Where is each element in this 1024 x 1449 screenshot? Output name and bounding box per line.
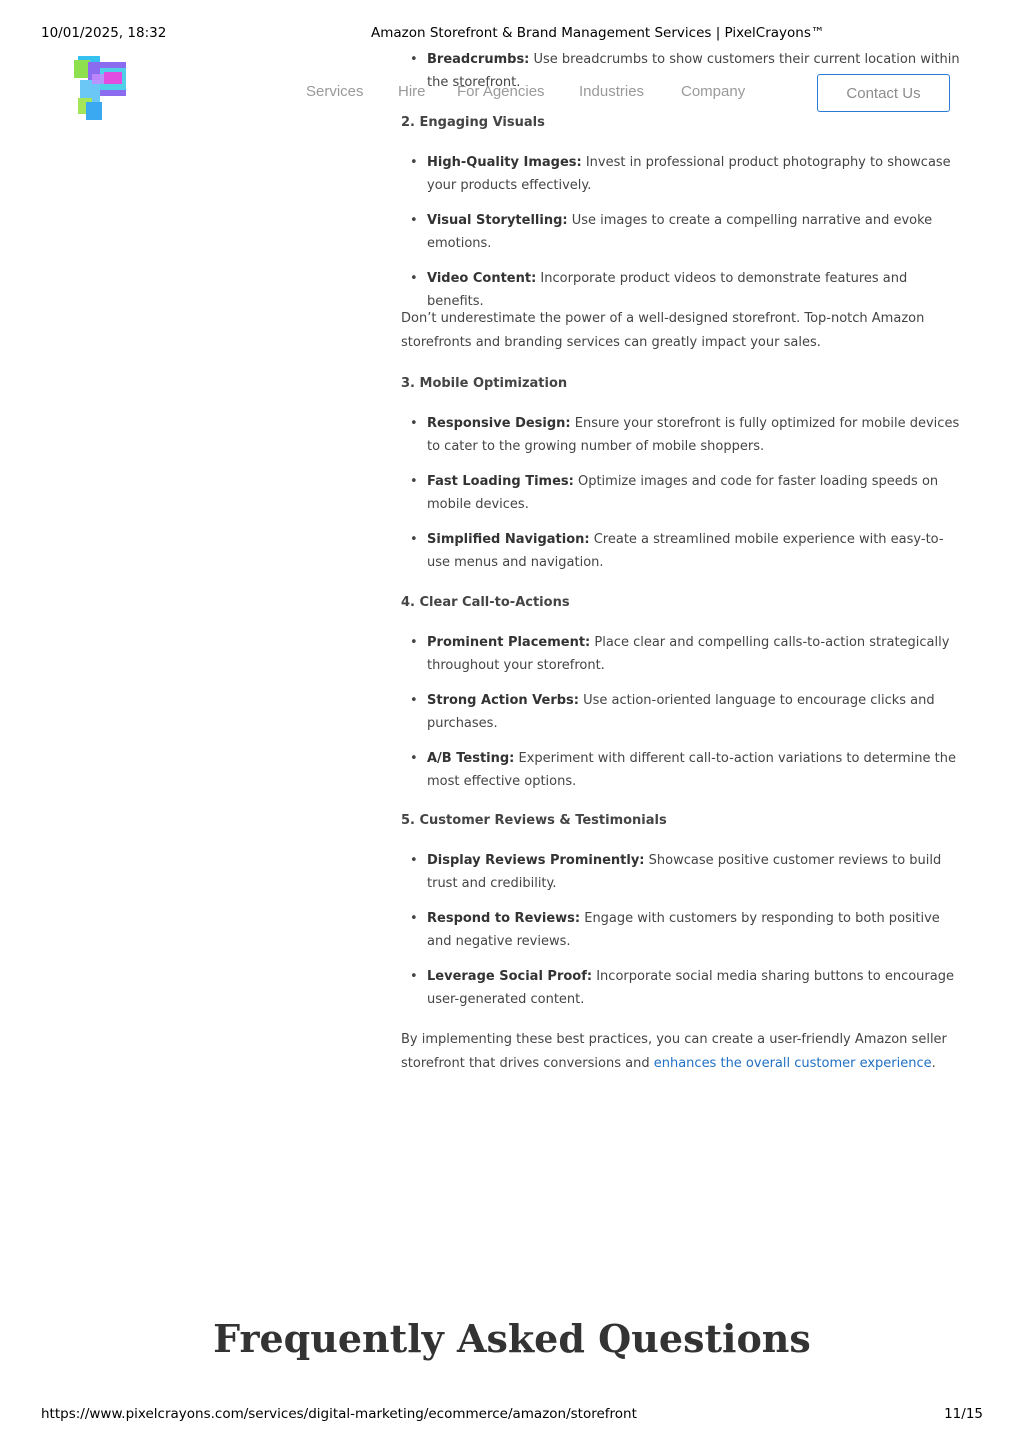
section-heading-mobile: 3. Mobile Optimization [401, 376, 568, 391]
nav-hire[interactable]: Hire [398, 83, 426, 100]
storefront-note: Don’t underestimate the power of a well-designed storefront. Top-notch Amazon storefronts and branding services can greatly impact your sales. [401, 311, 925, 350]
contact-us-button[interactable]: Contact Us [817, 74, 950, 112]
list-item: • High-Quality Images: Invest in professional product photography to showcase your products effectively. [401, 152, 961, 197]
print-url: https://www.pixelcrayons.com/services/digital-marketing/ecommerce/amazon/storefront [41, 1406, 637, 1422]
list-item: • Breadcrumbs: Use breadcrumbs to show customers their current location within the storefront. [401, 49, 961, 94]
print-page-number: 11/15 [944, 1406, 983, 1422]
list-item: • Fast Loading Times: Optimize images and code for faster loading speeds on mobile devices. [401, 471, 961, 516]
list-item: • Strong Action Verbs: Use action-oriented language to encourage clicks and purchases. [401, 690, 961, 735]
section-heading-reviews: 5. Customer Reviews & Testimonials [401, 813, 667, 828]
mobile-list [401, 413, 961, 574]
list-item: • Leverage Social Proof: Incorporate social media sharing buttons to encourage user-generated content. [401, 966, 961, 1011]
list-item: • Simplified Navigation: Create a streamlined mobile experience with easy-to-use menus and navigation. [401, 529, 961, 574]
nav-services[interactable]: Services [306, 83, 364, 100]
section-heading-cta: 4. Clear Call-to-Actions [401, 595, 570, 610]
closing-paragraph: By implementing these best practices, you can create a user-friendly Amazon seller storefront that drives conversions and enhances the overall customer experience. [401, 1032, 947, 1071]
list-item: • Visual Storytelling: Use images to create a compelling narrative and evoke emotions. [401, 210, 961, 255]
cta-list [401, 632, 961, 793]
list-item: • A/B Testing: Experiment with different call-to-action variations to determine the most effective options. [401, 748, 961, 793]
list-item: • Display Reviews Prominently: Showcase positive customer reviews to build trust and credibility. [401, 850, 961, 895]
customer-experience-link[interactable]: enhances the overall customer experience [653, 1056, 932, 1071]
list-item: • Responsive Design: Ensure your storefront is fully optimized for mobile devices to cater to the growing number of mobile shoppers. [401, 413, 961, 458]
faq-heading: Frequently Asked Questions [213, 1316, 811, 1361]
nav-industries[interactable]: Industries [579, 83, 645, 100]
list-item: • Prominent Placement: Place clear and compelling calls-to-action strategically throughout your storefront. [401, 632, 961, 677]
visuals-list [401, 152, 961, 313]
nav-for-agencies[interactable]: For Agencies [457, 83, 545, 100]
section-heading-visuals: 2. Engaging Visuals [401, 115, 545, 130]
print-title: Amazon Storefront & Brand Management Services | PixelCrayons™ [371, 25, 825, 41]
pixelcrayons-logo-icon[interactable] [74, 54, 128, 120]
list-item: • Video Content: Incorporate product videos to demonstrate features and benefits. [401, 268, 961, 313]
reviews-list [401, 850, 961, 1011]
list-item: • Respond to Reviews: Engage with customers by responding to both positive and negative reviews. [401, 908, 961, 953]
print-date: 10/01/2025, 18:32 [41, 25, 167, 41]
breadcrumbs-list [401, 49, 961, 94]
nav-company[interactable]: Company [681, 83, 746, 100]
